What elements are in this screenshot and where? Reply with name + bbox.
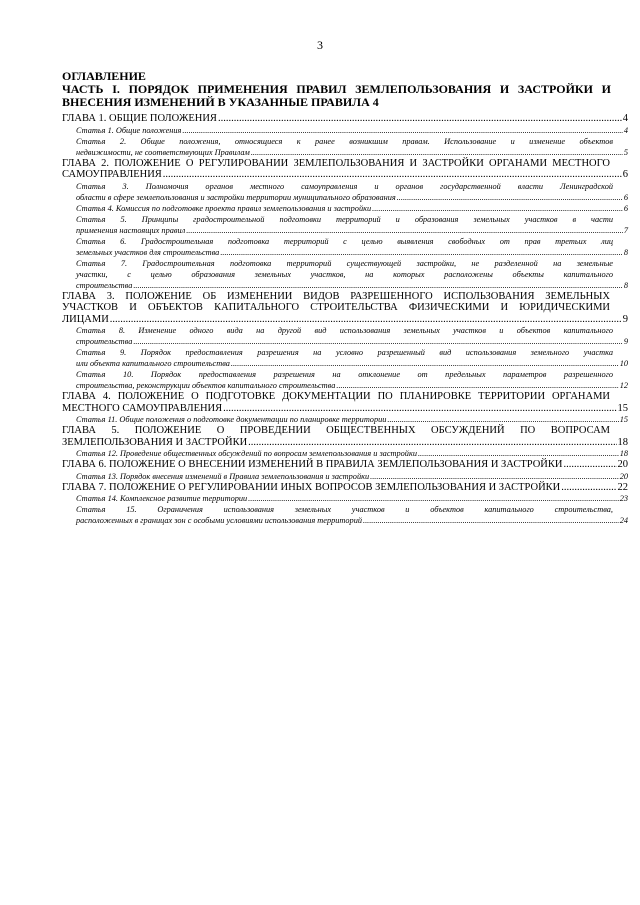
dot-leader [363, 515, 619, 526]
toc-entry-text: Статья 7. Градостроительная подготовка территорий существующей застройки, не разделенной на земельные [76, 258, 613, 268]
toc-entry-text: ГЛАВА 6. ПОЛОЖЕНИЕ О ВНЕСЕНИИ ИЗМЕНЕНИЙ В ПРАВИЛА ЗЕМЛЕПОЛЬЗОВАНИЯ И ЗАСТРОЙКИ [62, 459, 563, 470]
toc-page-number: 22 [617, 481, 628, 493]
toc-chapter-entry[interactable] [62, 291, 628, 326]
toc-article-entry[interactable] [62, 414, 628, 425]
dot-leader [163, 169, 622, 181]
toc-page-number: 4 [623, 125, 628, 135]
toc-entry-text: Статья 10. Порядок предоставления разрешения на отклонение от предельных параметров разрешенного [76, 370, 613, 379]
toc-chapter-entry[interactable] [62, 391, 628, 414]
toc-page-number: 8 [623, 280, 628, 290]
toc-entry-text: Статья 3. Полномочия органов местного самоуправления и органов государственной власти Ленинградской [76, 181, 613, 191]
toc-entry-text: области в сфере землепользования и застройки территории муниципального образования [76, 192, 396, 202]
toc-entry-text: ЛИЦАМИ [62, 313, 109, 325]
toc-article-entry[interactable] [62, 347, 628, 369]
dot-leader [231, 358, 619, 369]
dot-leader [418, 448, 619, 459]
toc-page-number: 6 [623, 192, 628, 202]
toc-header [62, 70, 611, 109]
toc-entry-text: ЗЕМЛЕПОЛЬЗОВАНИЯ И ЗАСТРОЙКИ [62, 436, 248, 448]
toc-chapter-entry[interactable] [62, 158, 628, 181]
dot-leader [336, 380, 618, 391]
dot-leader [248, 437, 616, 449]
toc-entry-text: САМОУПРАВЛЕНИЯ [62, 169, 162, 180]
toc-page-number: 6 [622, 169, 628, 180]
toc-entry-text: строительства [76, 337, 133, 346]
toc-entry-text: Статья 8. Изменение одного вида на другой вид использования земельных участков и объектов капитального [76, 326, 613, 335]
dot-leader [387, 414, 618, 425]
toc-page-number: 18 [617, 436, 628, 448]
toc-entry-text: УЧАСТКОВ И ОБЪЕКТОВ КАПИТАЛЬНОГО СТРОИТЕЛЬСТВА ФИЗИЧЕСКИМИ И ЮРИДИЧЕСКИМИ [62, 302, 610, 313]
toc-article-entry[interactable] [62, 369, 628, 391]
toc-title: ОГЛАВЛЕНИЕ [62, 69, 146, 83]
toc-page-number: 4 [622, 113, 628, 124]
dot-leader [563, 459, 616, 471]
toc-entry-text: строительства [76, 280, 133, 290]
toc-page-number: 10 [619, 359, 628, 368]
table-of-contents [62, 113, 628, 526]
toc-chapter-entry[interactable] [62, 482, 628, 494]
toc-article-entry[interactable] [62, 504, 628, 526]
part-title: ЧАСТЬ I. ПОРЯДОК ПРИМЕНЕНИЯ ПРАВИЛ ЗЕМЛЕПОЛЬЗОВАНИЯ И ЗАСТРОЙКИ И ВНЕСЕНИЯ ИЗМЕНЕНИЙ В УКАЗАННЫЕ ПРАВИЛА 4 [62, 82, 611, 109]
toc-entry-text: Статья 9. Порядок предоставления разрешения на условно разрешенный вид использования земельного участка [76, 348, 613, 357]
toc-page-number: 15 [617, 402, 628, 414]
toc-article-entry[interactable] [62, 214, 628, 236]
toc-entry-text: ГЛАВА 3. ПОЛОЖЕНИЕ ОБ ИЗМЕНЕНИИ ВИДОВ РАЗРЕШЕННОГО ИСПОЛЬЗОВАНИЯ ЗЕМЕЛЬНЫХ [62, 290, 610, 302]
toc-page-number: 6 [623, 203, 628, 213]
toc-page-number: 9 [623, 337, 628, 346]
dot-leader [561, 482, 616, 494]
toc-page-number: 7 [623, 225, 628, 235]
toc-article-entry[interactable] [62, 258, 628, 291]
dot-leader [186, 225, 623, 236]
toc-entry-text: Статья 14. Комплексное развитие территории [76, 494, 248, 503]
toc-page-number: 24 [619, 516, 628, 525]
toc-entry-text: Статья 5. Принципы градостроительной подготовки территорий и образования земельных участков в части [76, 214, 613, 224]
toc-article-entry[interactable] [62, 125, 628, 136]
toc-entry-text: ГЛАВА 4. ПОЛОЖЕНИЕ О ПОДГОТОВКЕ ДОКУМЕНТАЦИИ ПО ПЛАНИРОВКЕ ТЕРРИТОРИИ ОРГАНАМИ [62, 391, 610, 402]
toc-article-entry[interactable] [62, 181, 628, 203]
toc-entry-text: земельных участков для строительства [76, 247, 220, 257]
toc-entry-text: МЕСТНОГО САМОУПРАВЛЕНИЯ [62, 402, 223, 414]
dot-leader [218, 113, 622, 125]
toc-entry-text: ГЛАВА 2. ПОЛОЖЕНИЕ О РЕГУЛИРОВАНИИ ЗЕМЛЕПОЛЬЗОВАНИЯ И ЗАСТРОЙКИ ОРГАНАМИ МЕСТНОГО [62, 157, 610, 169]
dot-leader [372, 203, 623, 214]
toc-page-number: 20 [617, 459, 628, 470]
dot-leader [220, 247, 623, 258]
toc-article-entry[interactable] [62, 325, 628, 347]
toc-entry-text: Статья 13. Порядок внесения изменений в Правила землепользования и застройки [76, 471, 370, 481]
toc-entry-text: Статья 6. Градостроительная подготовка территорий с целью выявления свободных от прав третьих лиц [76, 236, 613, 246]
toc-entry-text: Статья 15. Ограничения использования земельных участков и объектов капитального строительства, [76, 505, 613, 514]
toc-article-entry[interactable] [62, 448, 628, 459]
toc-entry-text: применения настоящих правил [76, 225, 186, 235]
toc-entry-text: расположенных в границах зон с особыми условиями использования территорий [76, 516, 362, 525]
toc-page-number: 8 [623, 247, 628, 257]
dot-leader [370, 471, 619, 482]
dot-leader [251, 147, 623, 158]
toc-article-entry[interactable] [62, 493, 628, 504]
toc-entry-text: ГЛАВА 5. ПОЛОЖЕНИЕ О ПРОВЕДЕНИИ ОБЩЕСТВЕННЫХ ОБСУЖДЕНИЙ ПО ВОПРОСАМ [62, 425, 610, 436]
toc-entry-text: ГЛАВА 1. ОБЩИЕ ПОЛОЖЕНИЯ [62, 113, 217, 124]
toc-article-entry[interactable] [62, 236, 628, 258]
toc-entry-text: Статья 11. Общие положения о подготовке документации по планировке территории [76, 415, 387, 424]
toc-article-entry[interactable] [62, 136, 628, 158]
toc-entry-text: строительства, реконструкции объектов капитального строительства [76, 381, 336, 390]
toc-entry-text: Статья 12. Проведение общественных обсуждений по вопросам землепользования и застройки [76, 449, 417, 458]
dot-leader [397, 192, 623, 203]
toc-chapter-entry[interactable] [62, 113, 628, 125]
dot-leader [133, 280, 622, 291]
toc-page-number: 12 [619, 381, 628, 390]
dot-leader [223, 403, 616, 415]
toc-page-number: 9 [622, 313, 628, 325]
toc-page-number: 20 [619, 471, 628, 481]
dot-leader [110, 314, 622, 326]
dot-leader [248, 493, 619, 504]
toc-entry-text: участки, с целью образования земельных участков, на которых расположены объекты капитального [76, 269, 613, 279]
toc-entry-text: недвижимости, не соответствующих Правилам [76, 147, 250, 157]
toc-article-entry[interactable] [62, 203, 628, 214]
toc-page-number: 23 [619, 494, 628, 503]
toc-chapter-entry[interactable] [62, 459, 628, 471]
toc-article-entry[interactable] [62, 471, 628, 482]
page-number: 3 [317, 38, 323, 52]
toc-entry-text: Статья 2. Общие положения, относящиеся к ранее возникшим правам. Использование и изменение объектов [76, 136, 613, 146]
toc-page-number: 5 [623, 147, 628, 157]
toc-chapter-entry[interactable] [62, 425, 628, 448]
dot-leader [133, 336, 622, 347]
toc-page-number: 18 [619, 449, 628, 458]
toc-entry-text: Статья 1. Общие положения [76, 125, 182, 135]
dot-leader [182, 125, 622, 136]
toc-entry-text: или объекта капитального строительства [76, 359, 230, 368]
toc-entry-text: ГЛАВА 7. ПОЛОЖЕНИЕ О РЕГУЛИРОВАНИИ ИНЫХ ВОПРОСОВ ЗЕМЛЕПОЛЬЗОВАНИЯ И ЗАСТРОЙКИ [62, 481, 561, 493]
toc-page-number: 15 [619, 415, 628, 424]
toc-entry-text: Статья 4. Комиссия по подготовке проекта правил землепользования и застройки [76, 203, 372, 213]
